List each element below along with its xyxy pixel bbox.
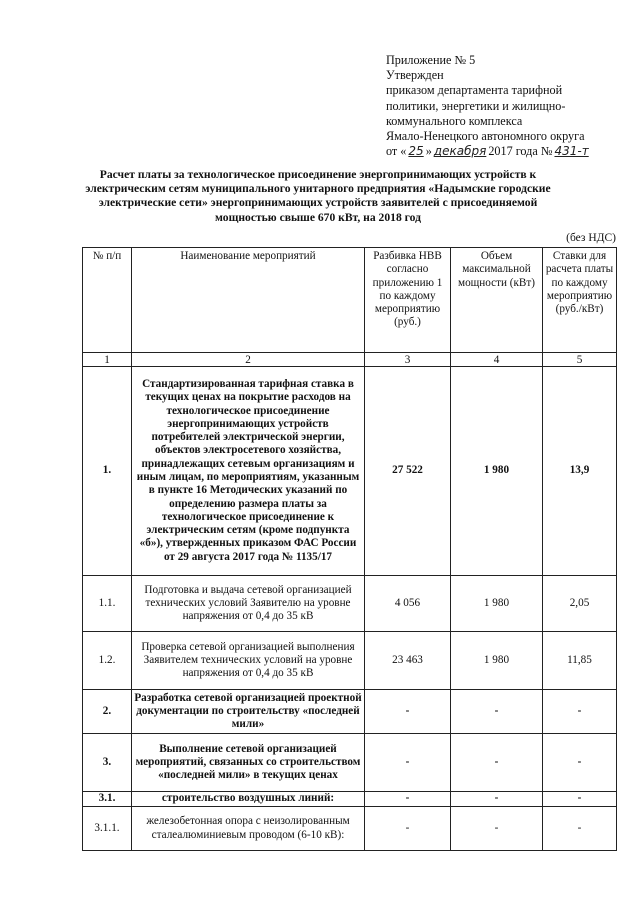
row-num: 1.1.	[83, 576, 132, 632]
row-power: 1 980	[451, 632, 543, 690]
order-line-2: политики, энергетики и жилищно-	[386, 98, 566, 113]
row-rate: -	[543, 734, 617, 792]
row-num: 3.1.	[83, 792, 132, 807]
approval-header	[386, 53, 631, 159]
column-number-row	[83, 353, 617, 367]
table-row	[83, 632, 617, 690]
approved-label: Утвержден	[386, 68, 444, 83]
row-num: 3.	[83, 734, 132, 792]
row-rate: 13,9	[543, 367, 617, 576]
row-power: 1 980	[451, 367, 543, 576]
table-row	[83, 367, 617, 576]
handwritten-order-number: 431-т	[554, 144, 589, 159]
row-rate: -	[543, 792, 617, 807]
row-nvv: -	[365, 792, 451, 807]
date-quote: »	[425, 144, 432, 159]
vat-note: (без НДС)	[566, 232, 616, 244]
row-rate: 2,05	[543, 576, 617, 632]
order-line-3: коммунального комплекса	[386, 113, 523, 128]
row-power: -	[451, 690, 543, 734]
order-line-4: Ямало-Ненецкого автономного округа	[386, 129, 585, 144]
col-number: 3	[365, 353, 451, 367]
order-line-1: приказом департамента тарифной	[386, 83, 563, 98]
row-rate: 11,85	[543, 632, 617, 690]
row-nvv: -	[365, 807, 451, 851]
row-name: строительство воздушных линий:	[132, 792, 365, 807]
col-number: 5	[543, 353, 617, 367]
date-prefix: от «	[386, 144, 407, 159]
row-nvv: 4 056	[365, 576, 451, 632]
header-num: № п/п	[83, 248, 132, 353]
col-number: 2	[132, 353, 365, 367]
row-name: Стандартизированная тарифная ставка в текущих ценах на покрытие расходов на технологическое присоединение энергопринимающих устройств потребителей электрической энергии, объектов электросетевого хозяйства, принадлежащих сетевым организациям и иным лицам, по мероприятиям, указанным в пункте 16 Методических указаний по определению размера платы за технологическое присоединение к электрическим сетям (кроме подпункта «б»), утвержденных приказом ФАС России от 29 августа 2017 года № 1135/17	[132, 367, 365, 576]
col-number: 1	[83, 353, 132, 367]
row-name: Разработка сетевой организацией проектной документации по строительству «последней мили»	[132, 690, 365, 734]
row-power: -	[451, 734, 543, 792]
row-num: 1.	[83, 367, 132, 576]
table-row	[83, 734, 617, 792]
header-rate: Ставки для расчета платы по каждому мероприятию (руб./кВт)	[543, 248, 617, 353]
header-name: Наименование мероприятий	[132, 248, 365, 353]
table-row	[83, 576, 617, 632]
header-power: Объем максимальной мощности (кВт)	[451, 248, 543, 353]
date-year: 2017 года №	[488, 144, 553, 159]
row-nvv: 23 463	[365, 632, 451, 690]
handwritten-month: декабря	[433, 144, 487, 159]
row-num: 3.1.1.	[83, 807, 132, 851]
row-rate: -	[543, 807, 617, 851]
row-name: железобетонная опора с неизолированным сталеалюминиевым проводом (6-10 кВ):	[132, 807, 365, 851]
table-row	[83, 690, 617, 734]
row-power: -	[451, 807, 543, 851]
document-title: Расчет платы за технологическое присоединение энергопринимающих устройств к электрическим сетям муниципального унитарного предприятия «Надымские городские электрические сети» энергопринимающих устройств заявителей с присоединяемой мощностью свыше 670 кВт, на 2018 год	[85, 168, 551, 224]
row-num: 2.	[83, 690, 132, 734]
table-row	[83, 792, 617, 807]
row-power: 1 980	[451, 576, 543, 632]
table-row	[83, 807, 617, 851]
annex-number: Приложение № 5	[386, 53, 476, 67]
row-nvv: -	[365, 690, 451, 734]
col-number: 4	[451, 353, 543, 367]
row-name: Подготовка и выдача сетевой организацией технических условий Заявителю на уровне напряжения от 0,4 до 35 кВ	[132, 576, 365, 632]
table-header-row	[83, 248, 617, 353]
row-num: 1.2.	[83, 632, 132, 690]
order-date-line	[386, 144, 631, 159]
row-nvv: -	[365, 734, 451, 792]
row-name: Выполнение сетевой организацией мероприятий, связанных со строительством «последней мили» в текущих ценах	[132, 734, 365, 792]
row-nvv: 27 522	[365, 367, 451, 576]
header-nvv: Разбивка НВВ согласно приложению 1 по каждому мероприятию (руб.)	[365, 248, 451, 353]
handwritten-day: 25	[408, 144, 424, 159]
fee-table	[82, 247, 617, 851]
row-name: Проверка сетевой организацией выполнения Заявителем технических условий на уровне напряжения от 0,4 до 35 кВ	[132, 632, 365, 690]
row-power: -	[451, 792, 543, 807]
row-rate: -	[543, 690, 617, 734]
